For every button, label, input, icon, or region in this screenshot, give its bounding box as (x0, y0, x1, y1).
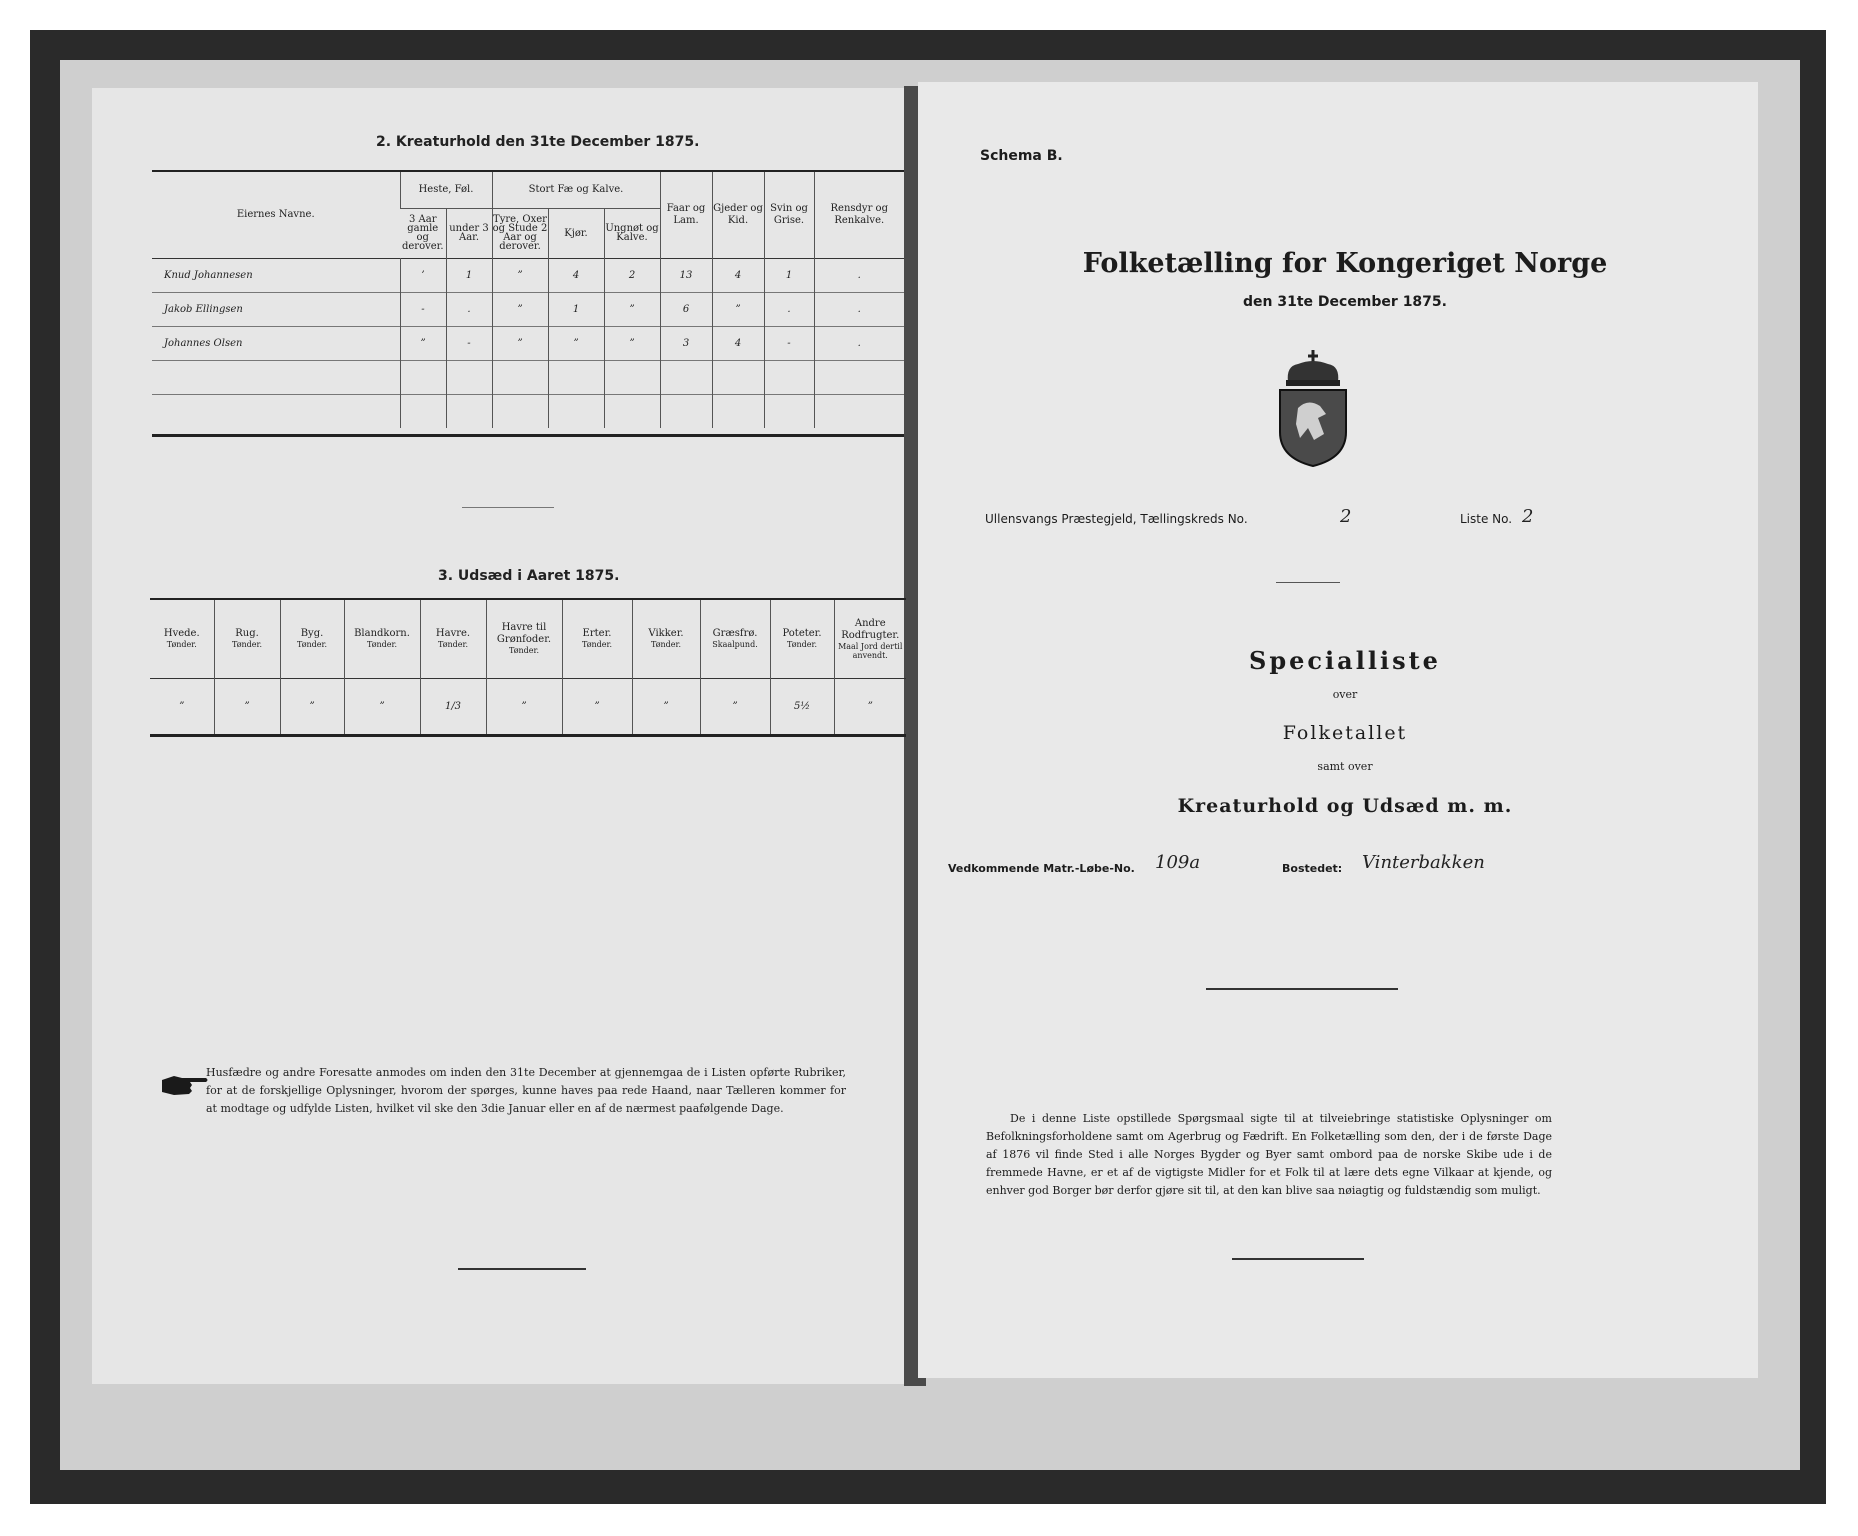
table-cell: 2 (604, 258, 660, 292)
section3-bottom-rule (150, 734, 906, 737)
table-cell: ” (280, 678, 344, 734)
table-cell: ” (492, 258, 548, 292)
bosted-value: Vinterbakken (1362, 852, 1485, 873)
table-cell: ” (400, 326, 446, 360)
table-cell: ” (492, 326, 548, 360)
col-grass-seed: Græsfrø. Skaalpund. (700, 600, 770, 678)
table-cell: . (814, 292, 904, 326)
owner-name: Knud Johannesen (164, 269, 253, 281)
table-cell: 6 (660, 292, 712, 326)
col-barley: Byg. Tønder. (280, 600, 344, 678)
bottom-divider-left (458, 1268, 586, 1270)
table-cell: ” (632, 678, 700, 734)
col-horses-young: under 3 Aar. (446, 208, 492, 258)
col-vetch: Vikker. Tønder. (632, 600, 700, 678)
col-oats-fodder: Havre til Grønfoder. Tønder. (486, 600, 562, 678)
section2-title: 2. Kreaturhold den 31te December 1875. (376, 134, 700, 150)
col-cattle-young: Ungnøt og Kalve. (604, 208, 660, 258)
col-other-roots: Andre Rodfrugter. Maal Jord dertil anvendt. (834, 600, 906, 678)
schema-label: Schema B. (980, 148, 1063, 164)
table-cell: 1/3 (420, 678, 486, 734)
table-row-empty (152, 394, 904, 428)
instructions-notice: Husfædre og andre Foresatte anmodes om inden den 31te December at gjennemgaa de i Listen opførte Rubriker, for at de forskjellige Oplysninger, hvorom der spørges, kunne haves paa rede Haand, naar Tælleren kommer for at modtage og udfylde Listen, hvilket vil ske den 3die Januar eller en af de nærmest paafølgende Dage. (206, 1066, 846, 1115)
footer-text: De i denne Liste opstillede Spørgsmaal sigte til at tilveiebringe statistiske Oplysninger om Befolkningsforholdene samt om Agerbrug og Fædrift. En Folketælling som den, der i de første Dage af 1876 vil finde Sted i alle Norges Bygder og Byer samt ombord paa de norske Skibe ude i de fremmede Havne, er et af de vigtigste Midler for et Folk til at lære dets egne Vilkaar at kjende, og enhver god Borger bør derfor gjøre sit til, at den kan blive saa nøiagtig og fuldstændig som muligt. (986, 1112, 1552, 1197)
col-goats: Gjeder og Kid. (712, 172, 764, 258)
col-wheat: Hvede. Tønder. (163, 628, 200, 650)
table-row (152, 258, 904, 292)
table-cell: 1 (764, 258, 814, 292)
col-potatoes: Poteter. Tønder. (770, 600, 834, 678)
folketallet-text: Folketallet (1282, 722, 1408, 744)
table-cell: ” (344, 678, 420, 734)
table-cell: 5½ (770, 678, 834, 734)
table-row (150, 678, 906, 734)
parish-label: Ullensvangs Præstegjeld, Tællingskreds No. (985, 512, 1248, 526)
table-cell: ” (486, 678, 562, 734)
divider (1206, 988, 1398, 990)
document-title: Folketælling for Kongeriget Norge (1082, 248, 1608, 279)
table-cell: - (446, 326, 492, 360)
table-cell: ” (214, 678, 280, 734)
coat-of-arms-emblem (1268, 348, 1358, 468)
table-cell: ” (562, 678, 632, 734)
special-list-title: Specialliste (1249, 646, 1441, 675)
table-cell: ” (548, 326, 604, 360)
col-cattle: Stort Fæ og Kalve. (492, 172, 660, 208)
col-oats: Havre. Tønder. (420, 600, 486, 678)
table-cell: ’ (400, 258, 446, 292)
col-rye: Rug. Tønder. (214, 600, 280, 678)
table-cell: 1 (548, 292, 604, 326)
table-cell: ” (604, 326, 660, 360)
col-reindeer: Rensdyr og Renkalve. (814, 172, 904, 258)
table-cell: ” (179, 700, 185, 712)
over-text: over (1332, 688, 1358, 701)
livestock-table (152, 172, 904, 428)
section3-title: 3. Udsæd i Aaret 1875. (438, 568, 620, 584)
list-label: Liste No. (1460, 512, 1513, 526)
seed-table (150, 600, 906, 734)
col-sheep: Faar og Lam. (660, 172, 712, 258)
livestock-seed-text: Kreaturhold og Udsæd m. m. (1177, 795, 1513, 817)
table-cell: . (764, 292, 814, 326)
table-cell: . (814, 326, 904, 360)
divider (1276, 582, 1340, 583)
matr-label: Vedkommende Matr.-Løbe-No. (948, 862, 1135, 875)
table-cell: ” (712, 292, 764, 326)
col-horses-old: 3 Aar gamle og derover. (401, 214, 444, 252)
table-cell: 4 (548, 258, 604, 292)
table-row-empty (152, 360, 904, 394)
table-cell: 1 (446, 258, 492, 292)
table-cell: ” (834, 678, 906, 734)
section2-bottom-rule (152, 434, 904, 437)
col-mixed-grain: Blandkorn. Tønder. (344, 600, 420, 678)
table-row (152, 292, 904, 326)
samt-over-text: samt over (1317, 760, 1373, 773)
table-cell: - (764, 326, 814, 360)
table-row (152, 326, 904, 360)
col-owner-names: Eiernes Navne. (236, 208, 315, 220)
document-date: den 31te December 1875. (1243, 294, 1447, 310)
matr-number: 109a (1155, 852, 1201, 873)
table-cell: 3 (660, 326, 712, 360)
divider (462, 507, 554, 508)
table-cell: 13 (660, 258, 712, 292)
district-number: 2 (1340, 506, 1352, 527)
table-cell: 4 (712, 326, 764, 360)
bottom-divider-right (1232, 1258, 1364, 1260)
table-cell: ” (492, 292, 548, 326)
bosted-label: Bostedet: (1282, 862, 1343, 875)
table-cell: 4 (712, 258, 764, 292)
col-cattle-cows: Kjør. (548, 208, 604, 258)
list-number: 2 (1522, 506, 1534, 527)
table-cell: . (814, 258, 904, 292)
col-cattle-bulls: Tyre, Oxer og Stude 2 Aar og derover. (492, 208, 548, 258)
table-cell: . (446, 292, 492, 326)
table-cell: ” (604, 292, 660, 326)
owner-name: Johannes Olsen (164, 337, 243, 349)
owner-name: Jakob Ellingsen (164, 303, 243, 315)
pointing-hand-icon (160, 1070, 210, 1100)
col-peas: Erter. Tønder. (562, 600, 632, 678)
table-cell: ” (700, 678, 770, 734)
col-pigs: Svin og Grise. (764, 172, 814, 258)
table-cell: - (400, 292, 446, 326)
col-horses: Heste, Føl. (400, 172, 492, 208)
